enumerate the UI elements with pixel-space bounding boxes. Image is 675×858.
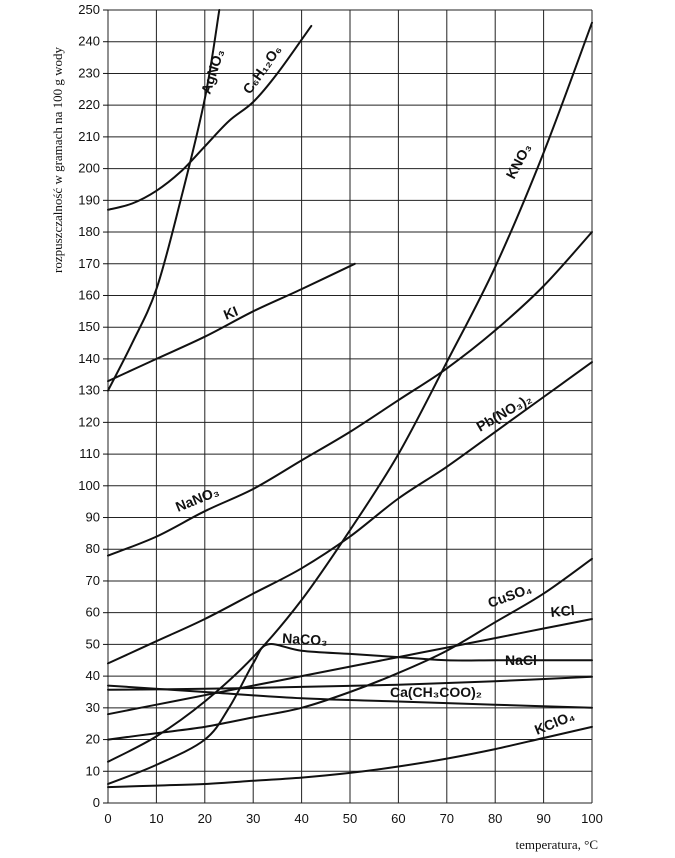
series-label-ca-ch3coo-2: Ca(CH₃COO)₂	[390, 684, 483, 700]
y-tick-label-200: 200	[78, 160, 100, 176]
x-axis-ticks	[104, 811, 602, 826]
x-tick-label-40: 40	[294, 811, 309, 826]
series-label-c6h12o6: C₆H₁₂O₆	[239, 41, 285, 97]
x-tick-label-30: 30	[245, 811, 261, 826]
x-tick-label-80: 80	[487, 811, 503, 826]
y-tick-label-10: 10	[85, 763, 100, 779]
y-tick-label-210: 210	[78, 128, 100, 144]
series-label-kcl: KCl	[549, 601, 576, 620]
y-tick-label-140: 140	[78, 350, 100, 366]
y-tick-label-20: 20	[85, 731, 100, 747]
series-label-cuso4: CuSO₄	[485, 580, 534, 611]
y-tick-label-50: 50	[85, 636, 100, 652]
y-tick-label-100: 100	[78, 477, 100, 493]
y-tick-label-90: 90	[85, 509, 100, 525]
x-tick-label-10: 10	[149, 811, 164, 826]
y-tick-label-180: 180	[78, 224, 100, 240]
y-tick-label-80: 80	[85, 541, 100, 557]
y-tick-label-230: 230	[78, 65, 100, 81]
y-axis-title: rozpuszczalność w gramach na 100 g wody	[50, 47, 65, 273]
series-label-nacl: NaCl	[505, 652, 537, 668]
y-tick-label-150: 150	[78, 319, 100, 335]
y-tick-label-0: 0	[92, 795, 100, 810]
x-tick-label-0: 0	[104, 811, 112, 826]
x-tick-label-90: 90	[536, 811, 551, 826]
y-tick-label-30: 30	[85, 699, 100, 715]
curve-ki	[108, 264, 355, 381]
y-tick-label-70: 70	[85, 572, 100, 588]
y-tick-label-250: 250	[78, 2, 100, 17]
y-axis-ticks	[78, 2, 108, 810]
y-tick-label-40: 40	[85, 668, 100, 684]
y-tick-label-190: 190	[78, 192, 100, 208]
y-tick-label-170: 170	[78, 255, 100, 271]
series-label-pb-no3-2: Pb(NO₃)₂	[473, 390, 535, 435]
series-label-nano3: NaNO₃	[173, 482, 222, 515]
y-tick-label-220: 220	[78, 97, 100, 113]
x-tick-label-100: 100	[581, 811, 603, 826]
series-label-kclo4: KClO₄	[532, 707, 577, 738]
x-tick-label-60: 60	[391, 811, 406, 826]
y-tick-label-120: 120	[78, 414, 100, 430]
series-label-kno3: KNO₃	[502, 140, 535, 182]
y-tick-label-110: 110	[79, 446, 100, 462]
series-label-agno3: AgNO₃	[197, 47, 228, 96]
x-axis-title: temperatura, °C	[515, 837, 598, 852]
x-tick-label-50: 50	[342, 811, 358, 826]
x-tick-label-70: 70	[439, 811, 455, 826]
y-tick-label-60: 60	[85, 604, 100, 620]
series-label-naco3: NaCO₃	[281, 630, 328, 649]
series-label-ki: KI	[221, 302, 241, 323]
y-tick-label-160: 160	[78, 287, 100, 303]
y-tick-label-130: 130	[78, 382, 100, 398]
y-tick-label-240: 240	[78, 33, 100, 49]
x-tick-label-20: 20	[197, 811, 213, 826]
